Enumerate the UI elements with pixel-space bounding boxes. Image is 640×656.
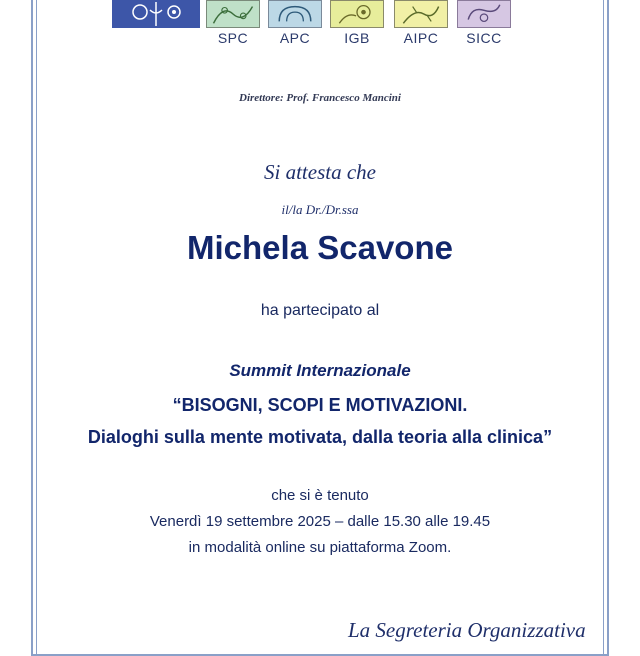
organizing-secretariat: La Segreteria Organizzativa [348, 618, 586, 642]
logo-aipc-tile [394, 0, 448, 28]
logo-spc-label: SPC [217, 30, 249, 46]
logo-igb-tile [330, 0, 384, 28]
logo-igb-label: IGB [344, 30, 370, 46]
attestation-heading: Si attesta che [264, 160, 376, 184]
logo-aipc-label: AIPC [403, 30, 439, 46]
participation-text: ha partecipato al [260, 302, 380, 319]
recipient-name: Michela Scavone [187, 229, 453, 266]
event-title-line2: Dialoghi sulla mente motivata, dalla teoria alla clinica” [87, 427, 553, 447]
event-type: Summit Internazionale [229, 361, 411, 380]
recipient-title: il/la Dr./Dr.ssa [281, 202, 359, 217]
event-venue: in modalità online su piattaforma Zoom. [188, 539, 452, 556]
curl-icon [458, 1, 510, 27]
swirl-icon [269, 1, 321, 27]
logo-sicc-label: SICC [466, 30, 502, 46]
logo-main-tile [112, 0, 200, 28]
event-date: Venerdì 19 settembre 2025 – dalle 15.30 alle 19.45 [149, 513, 491, 530]
branch-icon [395, 1, 447, 27]
logo-strip [0, 0, 640, 48]
logo-sicc-tile [457, 0, 511, 28]
flower-icon [331, 1, 383, 27]
director-line: Direttore: Prof. Francesco Mancini [239, 92, 401, 104]
vine-leaf-icon [207, 1, 259, 27]
event-title-line1: “BISOGNI, SCOPI E MOTIVAZIONI. [172, 395, 468, 415]
logo-apc-tile [268, 0, 322, 28]
logo-spc-tile [206, 0, 260, 28]
logo-apc-label: APC [279, 30, 311, 46]
held-text: che si è tenuto [271, 487, 369, 504]
tree-emblem-icon [112, 0, 200, 28]
